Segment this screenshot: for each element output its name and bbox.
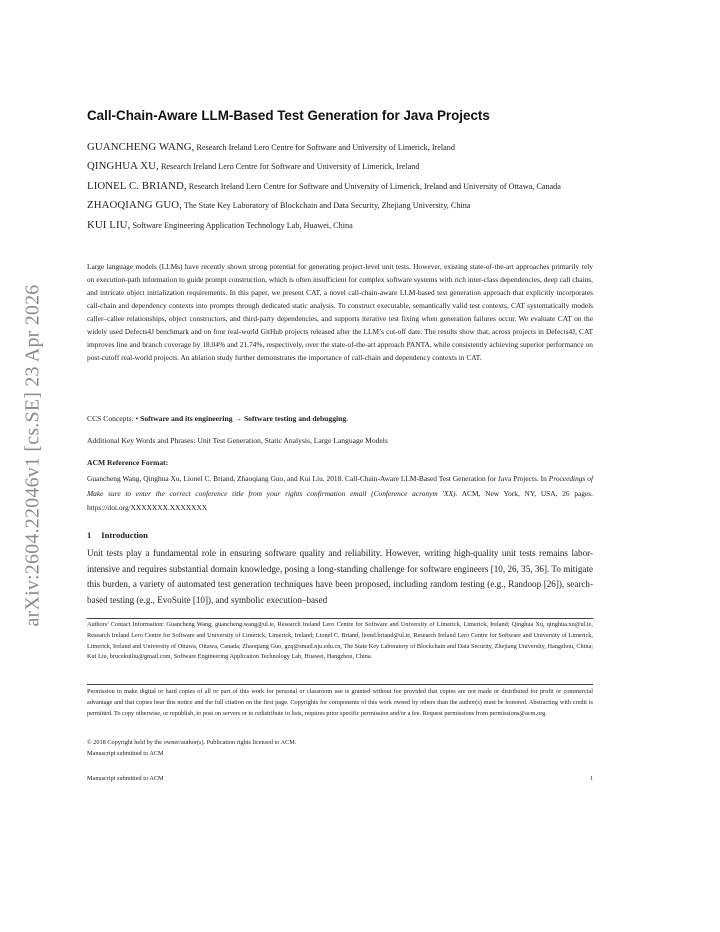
author-entry <box>87 196 593 215</box>
arxiv-identifier-stamp <box>18 260 48 650</box>
permission-divider <box>87 684 593 685</box>
arxiv-id-text: arXiv:2604.22046v1 [cs.SE] 23 Apr 2026 <box>21 283 44 627</box>
author-contact-info: Authors’ Contact Information: Guancheng Wang, guancheng.wang@ul.ie, Research Ireland Lero Centre for Software and University of Limerick, Limerick, Ireland; Qinghua Xu, qinghua.xu@ul.ie, Research Ireland Lero Centre for Software and University of Limerick, Limerick, Ireland; Lionel C. Briand, lionel.briand@ul.ie, Research Ireland Lero Centre for Software and University of Limerick, Limerick, Ireland and University of Ottawa, Ottawa, Canada; Zhaoqiang Guo, gzq@smail.nju.edu.cn, The State Key Laboratory of Blockchain and Data Security, Zhejiang University, Hangzhou, China; Kui Liu, brucekuiliu@gmail.com, Software Engineering Application Technology Lab, Huawei, Hangzhou, China. <box>87 621 593 661</box>
section-number: 1 <box>87 530 92 540</box>
acm-reference-body <box>87 472 593 516</box>
author-affiliation: The State Key Laboratory of Blockchain and Data Security, Zhejiang University, China <box>183 201 471 211</box>
submitted-line: Manuscript submitted to ACM <box>87 750 164 757</box>
author-entry <box>87 138 593 157</box>
author-affiliation: Research Ireland Lero Centre for Software and University of Limerick, Ireland and University of Ottawa, Canada <box>188 181 561 191</box>
ccs-concepts <box>87 414 593 423</box>
author-name: LIONEL C. BRIAND, <box>87 179 187 192</box>
author-affiliation: Research Ireland Lero Centre for Software and University of Limerick, Ireland <box>196 143 455 152</box>
acm-reference-venue: Proceedings of Make sure to enter the correct conference title from your rights confirmation email (Conference acronym 'XX). <box>87 474 594 498</box>
author-name: GUANCHENG WANG, <box>87 141 195 153</box>
author-name: ZHAOQIANG GUO, <box>87 199 182 212</box>
section-heading <box>87 530 148 540</box>
page-number: 1 <box>589 775 593 782</box>
keywords: Additional Key Words and Phrases: Unit Test Generation, Static Analysis, Large Language Models <box>87 436 388 445</box>
author-name: QINGHUA XU, <box>87 160 159 173</box>
section-title: Introduction <box>101 530 148 540</box>
ccs-concept: Software and its engineering → Software testing and debugging <box>140 414 347 423</box>
ccs-end: . <box>346 414 349 423</box>
acm-reference-post: ACM, New York, NY, USA, 26 pages. https://doi.org/XXXXXXX.XXXXXXX <box>87 488 594 513</box>
author-affiliation: Research Ireland Lero Centre for Software and University of Limerick, Ireland <box>160 162 420 172</box>
acm-reference-pre: Guancheng Wang, Qinghua Xu, Lionel C. Briand, Zhaoqiang Guo, and Kui Liu. 2018. Call-Chain-Aware LLM-Based Test Generation for Java Projects. In <box>87 474 547 483</box>
author-list <box>87 138 593 235</box>
footnote-divider <box>87 618 593 619</box>
acm-reference-heading: ACM Reference Format: <box>87 458 169 467</box>
author-entry <box>87 216 593 235</box>
paper-title: Call-Chain-Aware LLM-Based Test Generation for Java Projects <box>87 108 490 123</box>
footer-label: Manuscript submitted to ACM <box>87 775 164 782</box>
copyright-line: © 2018 Copyright held by the owner/author(s). Publication rights licensed to ACM. <box>87 739 297 746</box>
permission-notice: Permission to make digital or hard copies of all or part of this work for personal or classroom use is granted without fee provided that copies are not made or distributed for profit or commercial advantage and that copies bear this notice and the full citation on the first page. Copyrights for components of this work owned by others than the author(s) must be honored. Abstracting with credit is permitted. To copy otherwise, or republish, to post on servers or to redistribute to lists, requires prior specific permission and/or a fee. Request permissions from permissions@acm.org. <box>87 688 593 717</box>
ccs-label: CCS Concepts: • <box>87 414 139 423</box>
author-affiliation: Software Engineering Application Technology Lab, Huawei, China <box>132 220 353 230</box>
author-name: KUI LIU, <box>87 218 131 231</box>
author-entry <box>87 157 593 176</box>
abstract: Large language models (LLMs) have recently shown strong potential for generating project-level unit tests. However, existing state-of-the-art approaches primarily rely on execution-path information to guide prompt construction, which is often insufficient for complex software systems with rich inter-class dependencies, deep call chains, and intricate object initialization requirements. In this paper, we present CAT, a novel call-chain-aware LLM-based test generation approach that explicitly incorporates call-chain and dependency contexts into prompts through dedicated static analysis. To construct executable, semantically valid test contexts, CAT systematically models caller–callee relationships, object constructors, and third-party dependencies, and supports iterative test fixing when generation failures occur. We evaluate CAT on the widely used Defects4J benchmark and on four real-world GitHub projects released after the LLM’s cut-off date. The results show that, across projects in Defects4J, CAT improves line and branch coverage by 18.04% and 21.74%, respectively, over the state-of-the-art approach PANTA, while consistently achieving superior performance on post-cutoff real-world projects. An ablation study further demonstrates the importance of call-chain and dependency contexts in CAT. <box>87 262 593 363</box>
introduction-paragraph: Unit tests play a fundamental role in ensuring software quality and reliability. However, writing high-quality unit tests remains labor-intensive and requires substantial domain knowledge, posing a long-standing challenge for software engineers [10, 26, 35, 36]. To mitigate this burden, a variety of automated test generation techniques have been proposed, including random testing (e.g., Randoop [26]), search-based testing (e.g., EvoSuite [10]), and symbolic execution–based <box>87 548 593 606</box>
author-entry <box>87 177 593 196</box>
